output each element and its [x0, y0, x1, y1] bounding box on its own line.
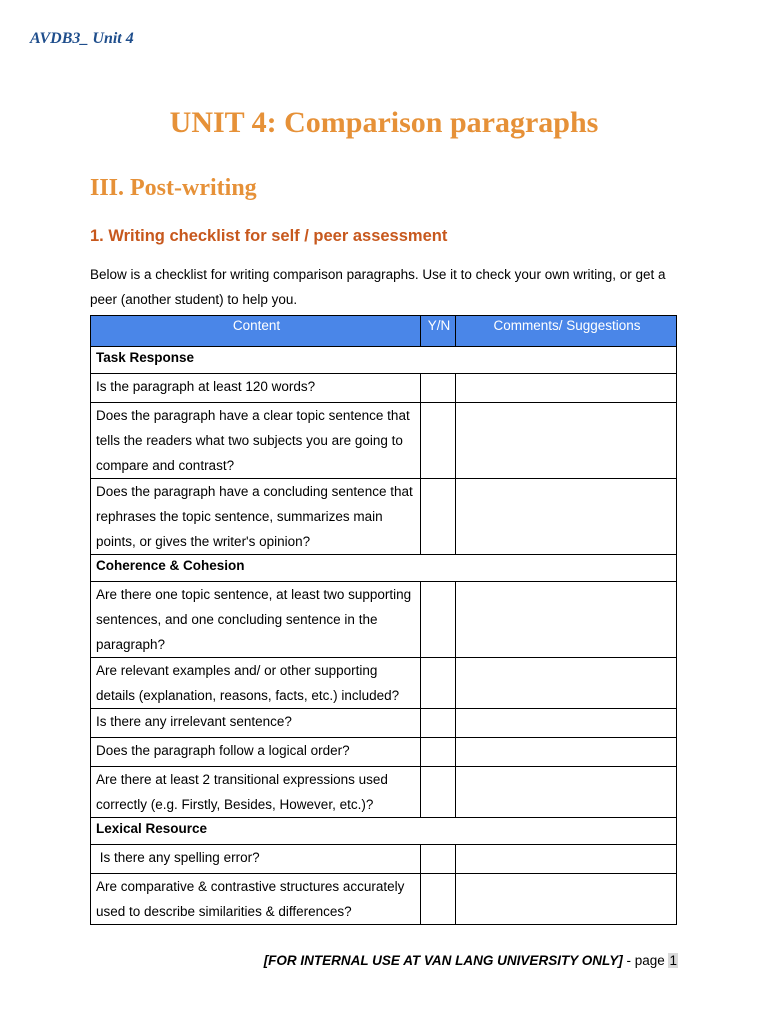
- yn-cell[interactable]: [421, 709, 456, 738]
- question-cell: Is the paragraph at least 120 words?: [91, 374, 421, 403]
- section-label: Task Response: [91, 347, 677, 374]
- question-cell: Is there any spelling error?: [91, 845, 421, 874]
- document-header-tag: AVDB3_ Unit 4: [30, 30, 134, 47]
- internal-use-notice: [FOR INTERNAL USE AT VAN LANG UNIVERSITY ONLY]: [263, 953, 623, 968]
- page-footer: [264, 953, 678, 968]
- comment-cell[interactable]: [456, 403, 677, 479]
- header-comments: Comments/ Suggestions: [456, 316, 677, 347]
- table-row: [91, 374, 677, 403]
- question-cell: Does the paragraph have a concluding sentence that rephrases the topic sentence, summarizes main points, or gives the writer's opinion?: [91, 479, 421, 555]
- comment-cell[interactable]: [456, 767, 677, 818]
- question-cell: Does the paragraph follow a logical order?: [91, 738, 421, 767]
- unit-title: UNIT 4: Comparison paragraphs: [169, 106, 599, 139]
- comment-cell[interactable]: [456, 582, 677, 658]
- writing-checklist-table: [90, 315, 677, 925]
- yn-cell[interactable]: [421, 767, 456, 818]
- comment-cell[interactable]: [456, 845, 677, 874]
- yn-cell[interactable]: [421, 479, 456, 555]
- comment-cell[interactable]: [456, 658, 677, 709]
- question-cell: Are relevant examples and/ or other supporting details (explanation, reasons, facts, etc.) included?: [91, 658, 421, 709]
- section-row-coherence-cohesion: [91, 555, 677, 582]
- yn-cell[interactable]: [421, 845, 456, 874]
- table-row: [91, 403, 677, 479]
- table-row: [91, 658, 677, 709]
- comment-cell[interactable]: [456, 874, 677, 925]
- table-row: [91, 582, 677, 658]
- section-title: III. Post-writing: [90, 175, 257, 201]
- comment-cell[interactable]: [456, 709, 677, 738]
- comment-cell[interactable]: [456, 738, 677, 767]
- yn-cell[interactable]: [421, 374, 456, 403]
- table-row: [91, 767, 677, 818]
- section-label: Coherence & Cohesion: [91, 555, 677, 582]
- question-cell: Is there any irrelevant sentence?: [91, 709, 421, 738]
- header-content: Content: [91, 316, 421, 347]
- yn-cell[interactable]: [421, 582, 456, 658]
- table-row: [91, 479, 677, 555]
- question-cell: Are there at least 2 transitional expressions used correctly (e.g. Firstly, Besides, However, etc.)?: [91, 767, 421, 818]
- question-cell: Does the paragraph have a clear topic sentence that tells the readers what two subjects you are going to compare and contrast?: [91, 403, 421, 479]
- table-row: [91, 709, 677, 738]
- question-cell: Are comparative & contrastive structures accurately used to describe similarities & differences?: [91, 874, 421, 925]
- table-row: [91, 845, 677, 874]
- intro-paragraph: Below is a checklist for writing comparison paragraphs. Use it to check your own writing, or get a peer (another student) to help you.: [90, 267, 666, 307]
- yn-cell[interactable]: [421, 658, 456, 709]
- yn-cell[interactable]: [421, 874, 456, 925]
- table-row: [91, 738, 677, 767]
- question-cell: Are there one topic sentence, at least two supporting sentences, and one concluding sentence in the paragraph?: [91, 582, 421, 658]
- comment-cell[interactable]: [456, 479, 677, 555]
- table-row: [91, 874, 677, 925]
- section-label: Lexical Resource: [91, 818, 677, 845]
- header-yn: Y/N: [421, 316, 456, 347]
- subsection-title: 1. Writing checklist for self / peer assessment: [90, 227, 448, 245]
- comment-cell[interactable]: [456, 374, 677, 403]
- section-row-lexical-resource: [91, 818, 677, 845]
- page-number: 1: [669, 953, 677, 968]
- table-header-row: [91, 316, 677, 347]
- yn-cell[interactable]: [421, 403, 456, 479]
- section-row-task-response: [91, 347, 677, 374]
- page-label: - page: [622, 953, 669, 968]
- yn-cell[interactable]: [421, 738, 456, 767]
